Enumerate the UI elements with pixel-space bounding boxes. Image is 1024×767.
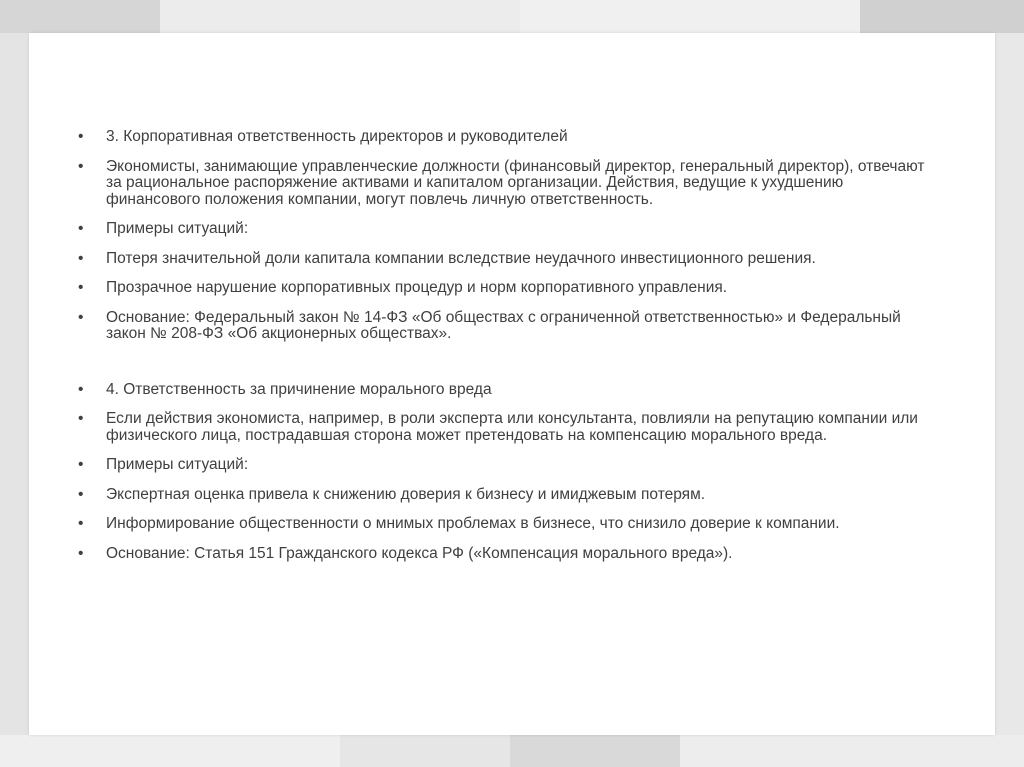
bullet-item: • Информирование общественности о мнимых проблемах в бизнесе, что снизило доверие к компании.	[78, 516, 928, 533]
section-gap	[78, 356, 928, 382]
background-tile	[0, 0, 160, 33]
bullet-item: • Потеря значительной доли капитала компании вследствие неудачного инвестиционного решения.	[78, 251, 928, 268]
background-tile	[995, 33, 1024, 735]
bullet-item: • Если действия экономиста, например, в роли эксперта или консультанта, повлияли на репутацию компании или физического лица, пострадавшая сторона может претендовать на компенсацию морального вреда.	[78, 411, 928, 444]
background-tile	[340, 735, 510, 767]
background-tile	[0, 735, 340, 767]
bullet-item: • Экспертная оценка привела к снижению доверия к бизнесу и имиджевым потерям.	[78, 487, 928, 504]
background-tile	[0, 33, 29, 735]
background-tile	[520, 0, 860, 33]
section-heading: • 4. Ответственность за причинение морального вреда	[78, 382, 928, 399]
section-heading: • 3. Корпоративная ответственность директоров и руководителей	[78, 129, 928, 146]
bullet-item: • Примеры ситуаций:	[78, 221, 928, 238]
bullet-item: • Основание: Статья 151 Гражданского кодекса РФ («Компенсация морального вреда»).	[78, 546, 928, 563]
bullet-item: • Основание: Федеральный закон № 14-ФЗ «Об обществах с ограниченной ответственностью» и Федеральный закон № 208-ФЗ «Об акционерных обществах».	[78, 310, 928, 343]
background-tile	[680, 735, 1024, 767]
bullet-item: • Прозрачное нарушение корпоративных процедур и норм корпоративного управления.	[78, 280, 928, 297]
bullet-item: • Экономисты, занимающие управленческие должности (финансовый директор, генеральный директор), отвечают за рациональное распоряжение активами и капиталом организации. Действия, ведущие к ухудшению финансового положения компании, могут повлечь личную ответственность.	[78, 159, 928, 209]
background-tile	[860, 0, 1024, 33]
bullet-list	[78, 129, 928, 575]
background-tile	[160, 0, 520, 33]
bullet-item: • Примеры ситуаций:	[78, 457, 928, 474]
background-tile	[510, 735, 680, 767]
